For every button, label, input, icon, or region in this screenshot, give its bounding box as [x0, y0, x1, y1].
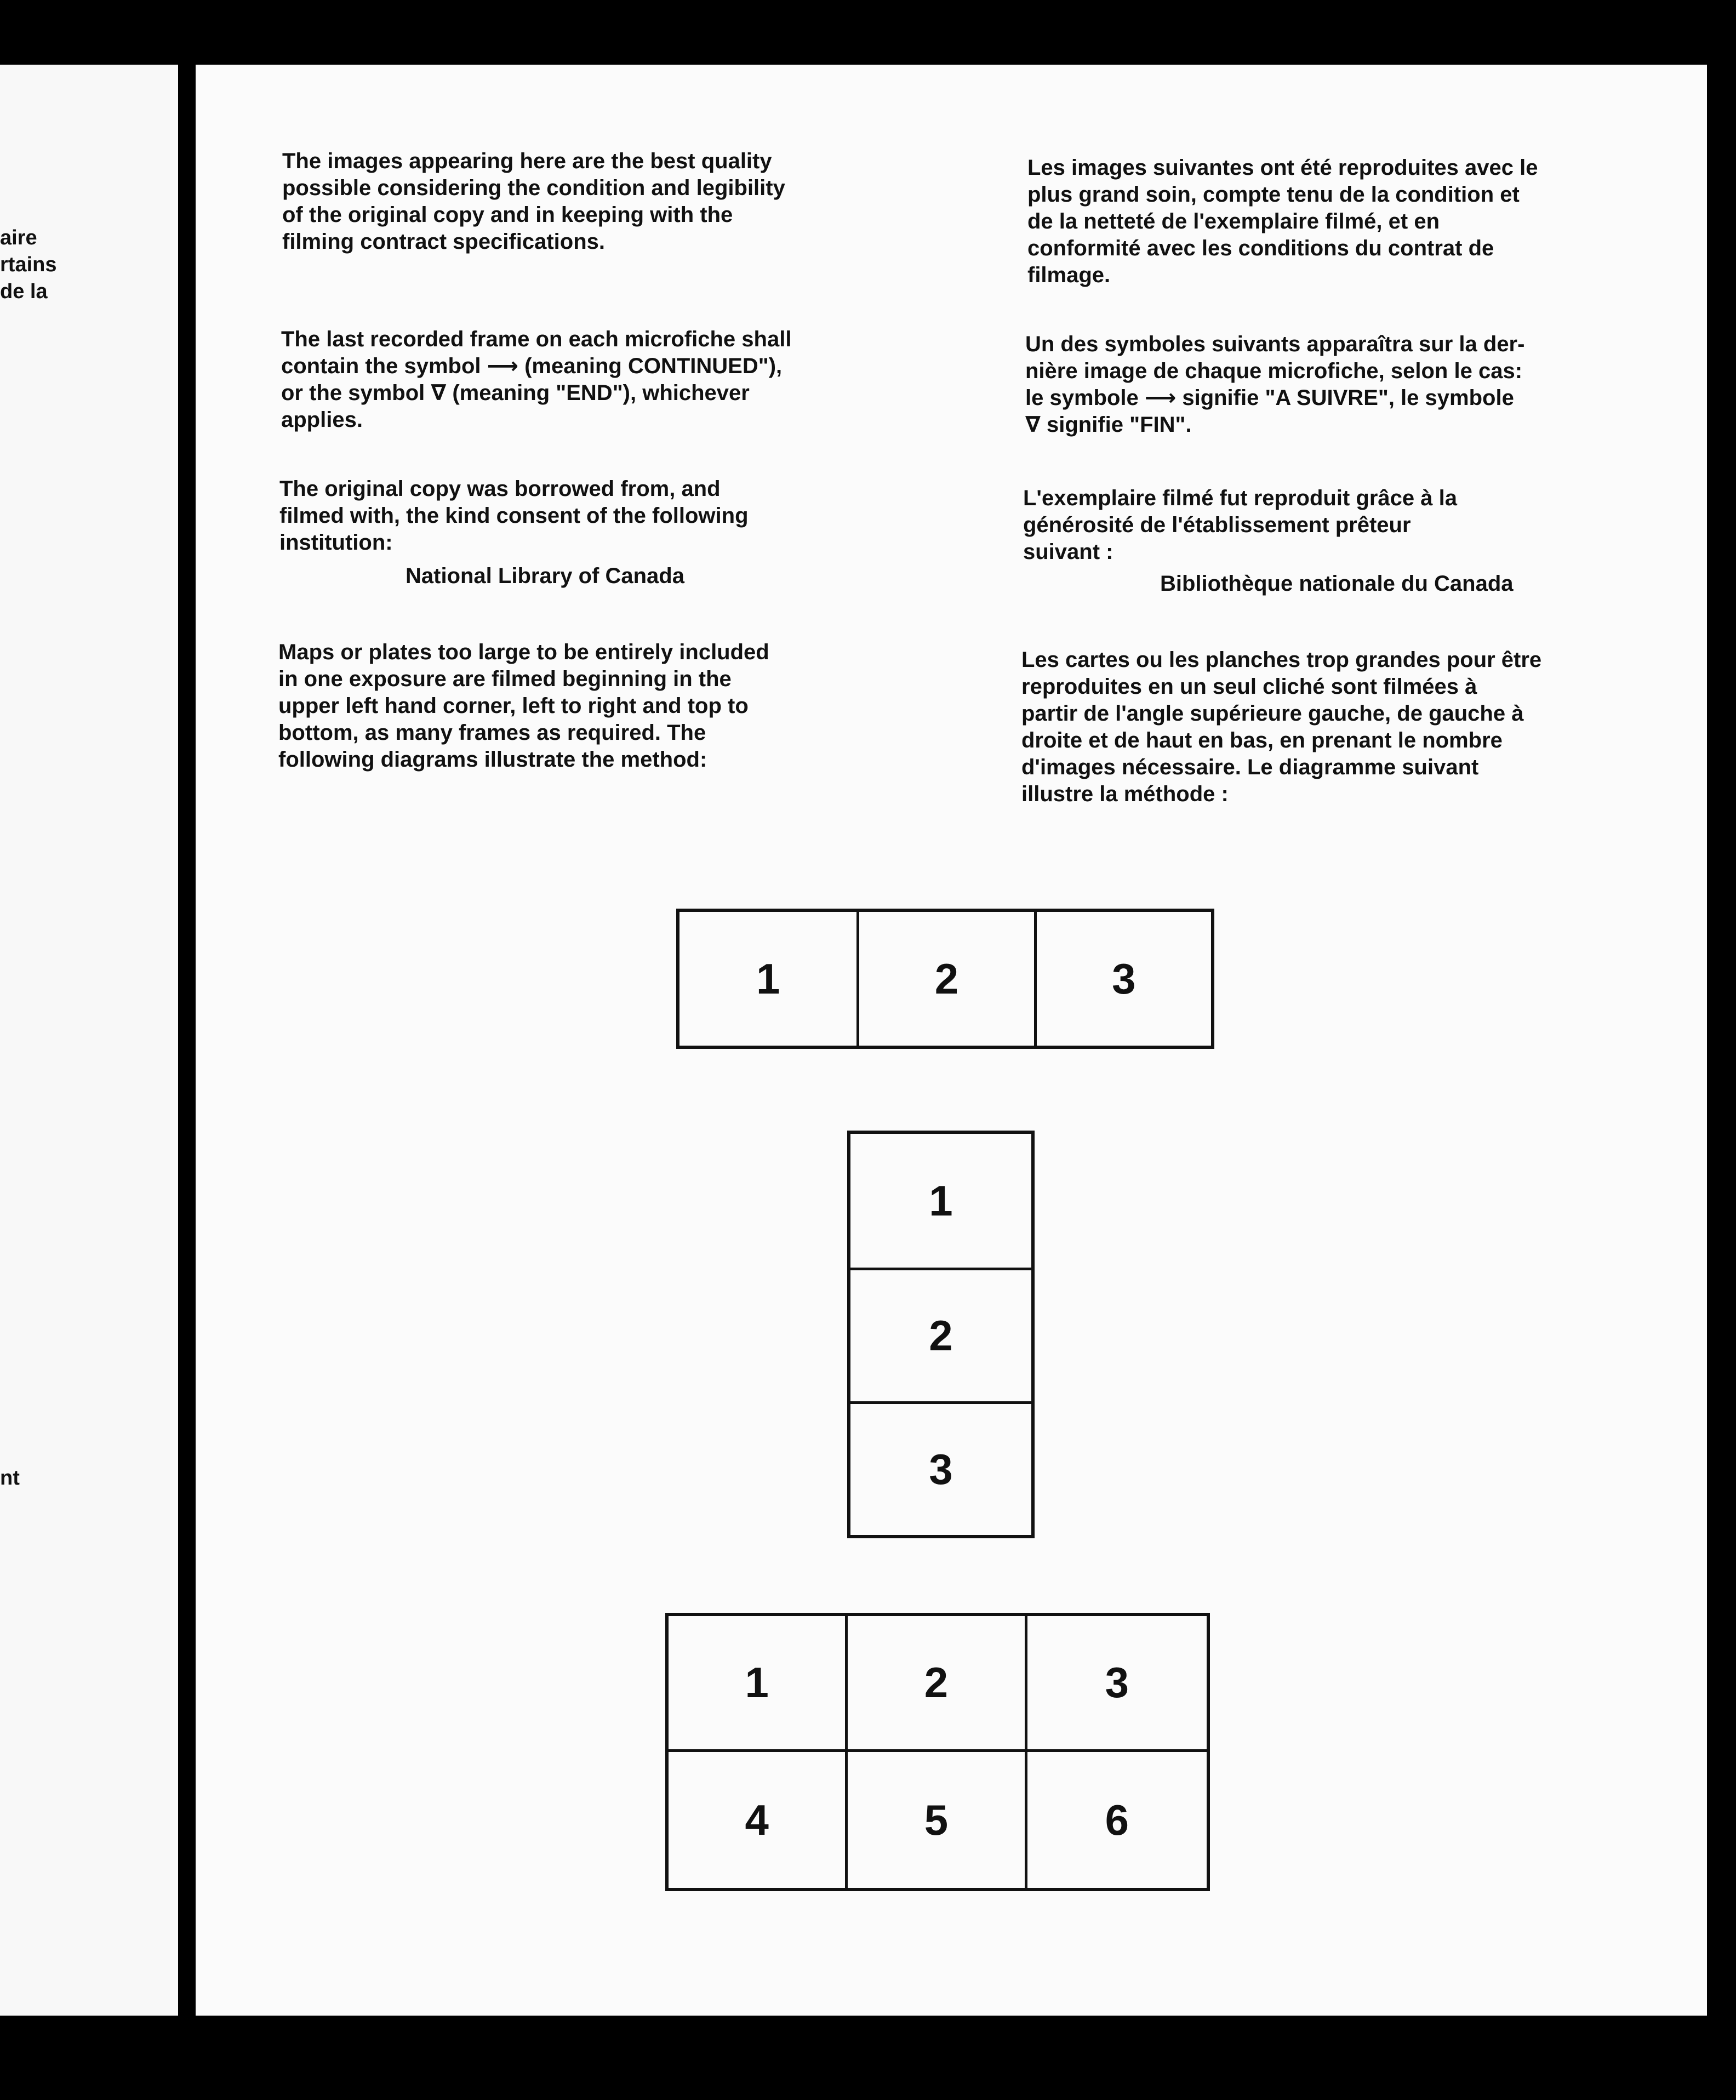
french-institution: Bibliothèque nationale du Canada	[1160, 572, 1514, 596]
frame-cell: 3	[1034, 912, 1211, 1046]
frame-cell: 2	[856, 912, 1033, 1046]
frame-cell: 5	[848, 1752, 1027, 1888]
frame-cell: 3	[850, 1401, 1031, 1535]
frame-cell: 2	[850, 1268, 1031, 1401]
frame-cell: 3	[1027, 1616, 1207, 1752]
left-fragment: de la	[0, 280, 48, 303]
frame-cell: 6	[1105, 1795, 1129, 1844]
frame-cell: 4	[669, 1752, 848, 1888]
left-fragment: nt	[0, 1466, 20, 1490]
frame-cell: 2	[848, 1616, 1027, 1752]
english-institution: National Library of Canada	[406, 564, 684, 588]
french-quality-paragraph: Les images suivantes ont été reproduites avec le plus grand soin, compte tenu de la condition et de la netteté de l'exemplaire filmé, et en conformité avec les conditions du contrat de filmage.	[1027, 156, 1538, 287]
frame-cell: 1	[756, 954, 780, 1003]
frame-cell: 1	[929, 1176, 953, 1225]
diagram-column-of-three	[847, 1131, 1035, 1538]
adjacent-page-edge	[0, 65, 178, 2016]
english-quality-paragraph: The images appearing here are the best quality possible considering the condition and legibility of the original copy and in keeping with the filming contract specifications.	[282, 149, 785, 254]
diagram-grid-of-six	[665, 1613, 1210, 1891]
english-borrowed-paragraph: The original copy was borrowed from, and filmed with, the kind consent of the following institution:	[279, 477, 749, 555]
french-symbol-paragraph: Un des symboles suivants apparaîtra sur la der- nière image de chaque microfiche, selon le cas: le symbole ⟶ signifie "A SUIVRE", le symbole ∇ signifie "FIN".	[1025, 332, 1525, 437]
frame-cell: 1	[669, 1616, 848, 1752]
english-maps-paragraph: Maps or plates too large to be entirely included in one exposure are filmed beginning in the upper left hand corner, left to right and top to bottom, as many frames as required. The following diagrams illustrate the method:	[278, 640, 769, 772]
english-symbol-paragraph: The last recorded frame on each microfiche shall contain the symbol ⟶ (meaning CONTINUED"), or the symbol ∇ (meaning "END"), whichever applies.	[281, 327, 792, 432]
french-borrowed-paragraph: L'exemplaire filmé fut reproduit grâce à la générosité de l'établissement prêteur suivant :	[1023, 486, 1457, 564]
left-fragment: rtains	[0, 253, 57, 276]
diagram-row-of-three	[676, 909, 1214, 1049]
left-fragment: aire	[0, 226, 37, 249]
french-maps-paragraph: Les cartes ou les planches trop grandes pour être reproduites en un seul cliché sont filmées à partir de l'angle supérieure gauche, de gauche à droite et de haut en bas, en prenant le nombre d'images nécessaire. Le diagramme suivant illustre la méthode :	[1021, 648, 1542, 806]
